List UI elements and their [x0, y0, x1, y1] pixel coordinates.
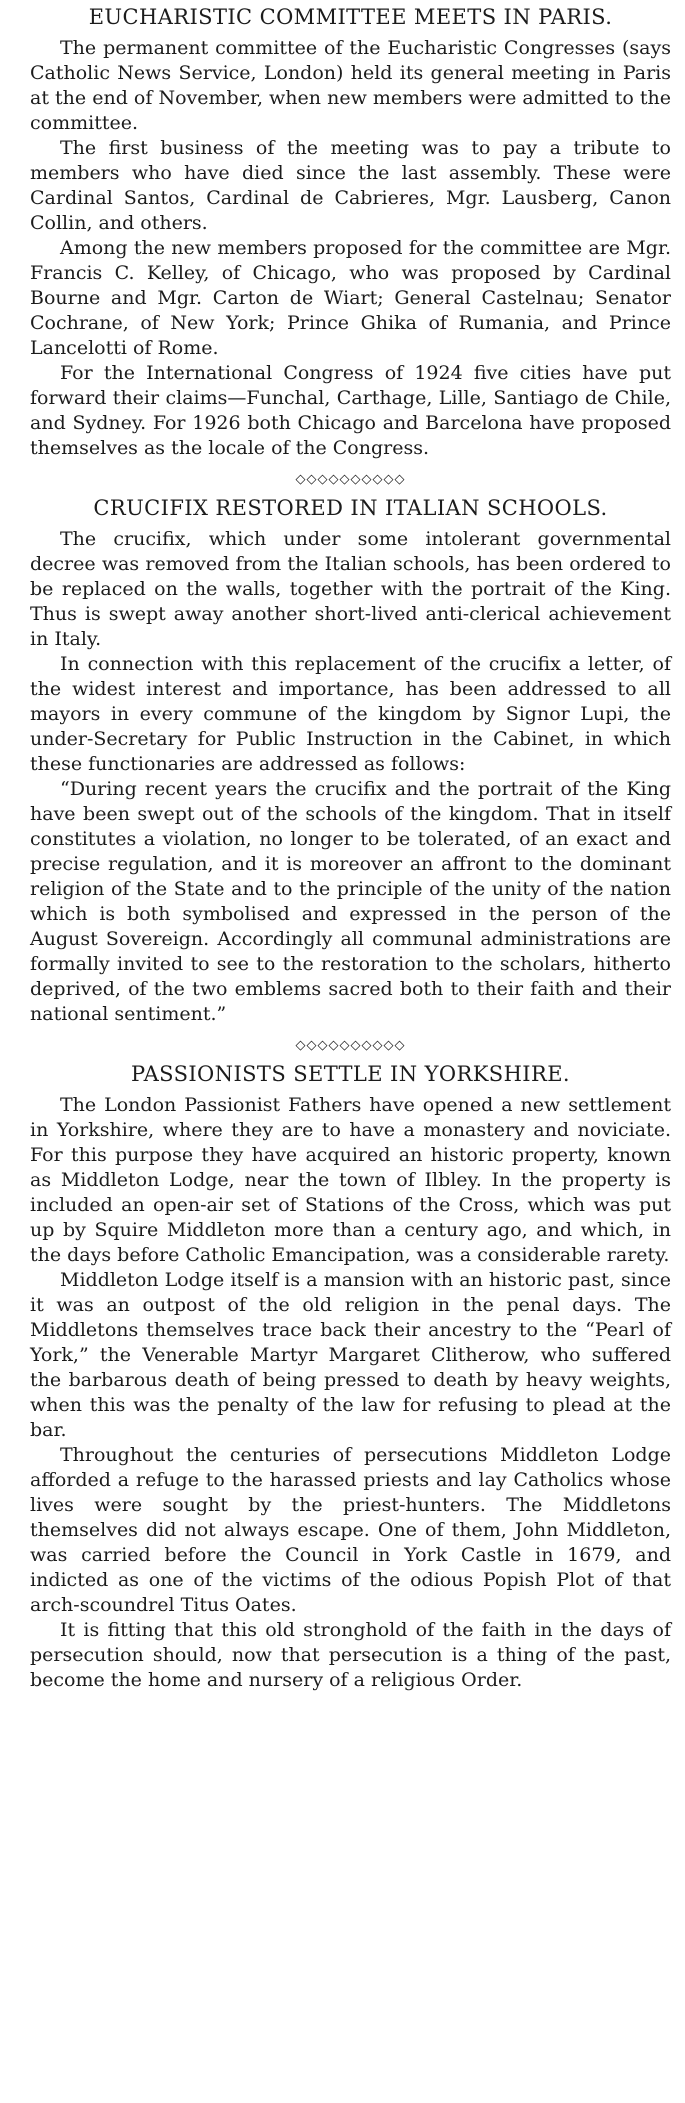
article-paragraph: The London Passionist Fathers have opened a new settlement in Yorkshire, where they are to have a monastery and noviciate. For this purpose they have acquired an historic property, known as Middleton Lodge, near the town of Ilbley. In the property is included an open-air set of Stations of the Cross, which was put up by Squire Middleton more than a century ago, and which, in the days before Catholic Emancipation, was a considerable rarety. [30, 1094, 671, 1266]
article-headline: CRUCIFIX RESTORED IN ITALIAN SCHOOLS. [93, 496, 608, 520]
ornamental-divider [30, 1037, 671, 1055]
article-paragraph: For the International Congress of 1924 five cities have put forward their claims—Funchal, Carthage, Lille, Santiago de Chile, and Sydney. For 1926 both Chicago and Barcelona have proposed themselves as the locale of the Congress. [30, 362, 671, 459]
article-paragraph: The crucifix, which under some intolerant governmental decree was removed from the Italian schools, has been ordered to be replaced on the walls, together with the portrait of the King. Thus is swept away another short-lived anti-clerical achievement in Italy. [30, 528, 671, 650]
article-paragraph: Among the new members proposed for the committee are Mgr. Francis C. Kelley, of Chicago, who was proposed by Cardinal Bourne and Mgr. Carton de Wiart; General Castelnau; Senator Cochrane, of New York; Prince Ghika of Rumania, and Prince Lancelotti of Rome. [30, 237, 671, 359]
article-crucifix-restored [30, 495, 671, 1027]
article-headline: EUCHARISTIC COMMITTEE MEETS IN PARIS. [88, 5, 613, 29]
quoted-letter-paragraph: “During recent years the crucifix and the portrait of the King have been swept out of the schools of the kingdom. That in itself constitutes a violation, no longer to be tolerated, of an exact and precise regulation, and it is moreover an affront to the dominant religion of the State and to the principle of the unity of the nation which is both symbolised and expressed in the person of the August Sovereign. Accordingly all communal administrations are formally invited to see to the restoration to the scholars, hitherto deprived, of the two emblems sacred both to their faith and their national sentiment.” [30, 778, 671, 1025]
article-paragraph: The first business of the meeting was to pay a tribute to members who have died since the last assembly. These were Cardinal Santos, Cardinal de Cabrieres, Mgr. Lausberg, Canon Collin, and others. [30, 137, 671, 234]
diamond-ornament-row: ◇◇◇◇◇◇◇◇◇◇ [295, 472, 406, 487]
article-paragraph: The permanent committee of the Eucharistic Congresses (says Catholic News Service, London) held its general meeting in Paris at the end of November, when new members were admitted to the committee. [30, 37, 671, 134]
article-eucharistic-committee [30, 4, 671, 461]
article-headline: PASSIONISTS SETTLE IN YORKSHIRE. [130, 1062, 570, 1086]
article-paragraph: Middleton Lodge itself is a mansion with an historic past, since it was an outpost of the old religion in the penal days. The Middletons themselves trace back their ancestry to the “Pearl of York,” the Venerable Martyr Margaret Clitherow, who suffered the barbarous death of being pressed to death by heavy weights, when this was the penalty of the law for refusing to plead at the bar. [30, 1269, 671, 1441]
ornamental-divider [30, 471, 671, 489]
diamond-ornament-row: ◇◇◇◇◇◇◇◇◇◇ [295, 1038, 406, 1053]
article-passionists-yorkshire [30, 1061, 671, 1693]
article-paragraph: In connection with this replacement of the crucifix a letter, of the widest interest and importance, has been addressed to all mayors in every commune of the kingdom by Signor Lupi, the under-Secretary for Public Instruction in the Cabinet, in which these functionaries are addressed as follows: [30, 653, 671, 775]
article-paragraph: It is fitting that this old stronghold of the faith in the days of persecution should, now that persecution is a thing of the past, become the home and nursery of a religious Order. [30, 1619, 671, 1691]
article-paragraph: Throughout the centuries of persecutions Middleton Lodge afforded a refuge to the harassed priests and lay Catholics whose lives were sought by the priest-hunters. The Middletons themselves did not always escape. One of them, John Middleton, was carried before the Council in York Castle in 1679, and indicted as one of the victims of the odious Popish Plot of that arch-scoundrel Titus Oates. [30, 1444, 671, 1616]
